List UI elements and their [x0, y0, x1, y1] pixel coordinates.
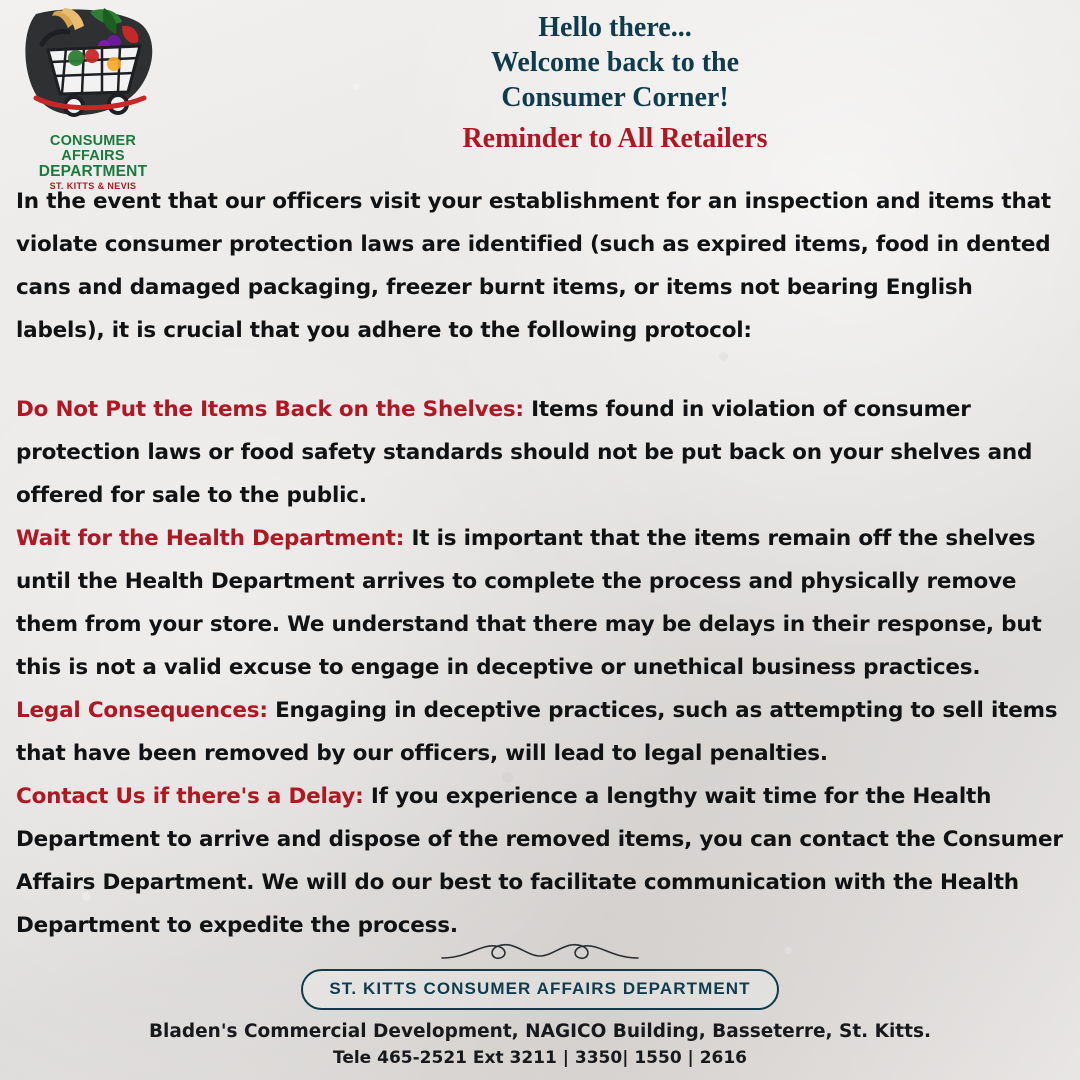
logo-line-2: DEPARTMENT	[38, 163, 148, 181]
clause-3-lead: Legal Consequences:	[16, 698, 268, 723]
clause-1-text: Items found in violation of consumer protection laws or food safety standards should not be put back on your shelves and offered for sale to the public.	[16, 397, 1033, 508]
reminder-title: Reminder to All Retailers	[462, 123, 768, 154]
clause-4-lead: Contact Us if there's a Delay:	[16, 784, 364, 809]
clause-3	[16, 689, 1064, 775]
consumer-affairs-logo	[18, 6, 168, 191]
logo-line-3: ST. KITTS & NEVIS	[49, 180, 137, 191]
clause-4	[16, 775, 1064, 947]
greeting-line-1: Hello there...	[538, 12, 692, 43]
header	[190, 10, 1040, 155]
clause-3-text: Engaging in deceptive practices, such as attempting to sell items that have been removed by our officers, will lead to legal penalties.	[16, 698, 1058, 766]
address-line: Bladen's Commercial Development, NAGICO Building, Basseterre, St. Kitts.	[148, 1021, 932, 1042]
divider-flourish-icon	[440, 936, 640, 968]
shopping-cart-groceries-icon	[18, 6, 168, 136]
clause-4-text: If you experience a lengthy wait time for the Health Department to arrive and dispose of the removed items, you can contact the Consumer Affairs Department. We will do our best to facilitate communication with the Health Department to expedite the process.	[16, 784, 1063, 938]
clause-1	[16, 388, 1064, 517]
clause-2-lead: Wait for the Health Department:	[16, 526, 405, 551]
clause-2	[16, 517, 1064, 689]
clause-1-lead: Do Not Put the Items Back on the Shelves:	[16, 397, 524, 422]
footer	[0, 969, 1080, 1068]
greeting-line-2: Welcome back to the	[490, 47, 740, 78]
intro-paragraph: In the event that our officers visit your establishment for an inspection and items that violate consumer protection laws are identified (such as expired items, food in dented cans and damaged packaging, freezer burnt items, or items not bearing English labels), it is crucial that you adhere to the following protocol:	[16, 189, 1051, 343]
clause-2-text: It is important that the items remain off the shelves until the Health Department arrives to complete the process and physically remove them from your store. We understand that there may be delays in their response, but this is not a valid excuse to engage in deceptive or unethical business practices.	[16, 526, 1042, 680]
telephone-line: Tele 465-2521 Ext 3211 | 3350| 1550 | 2616	[332, 1048, 748, 1068]
greeting-block	[190, 10, 1040, 115]
body-copy	[16, 180, 1064, 947]
greeting-line-3: Consumer Corner!	[501, 82, 729, 113]
department-badge: ST. KITTS CONSUMER AFFAIRS DEPARTMENT	[301, 969, 778, 1010]
logo-line-1: CONSUMER AFFAIRS	[49, 133, 137, 165]
